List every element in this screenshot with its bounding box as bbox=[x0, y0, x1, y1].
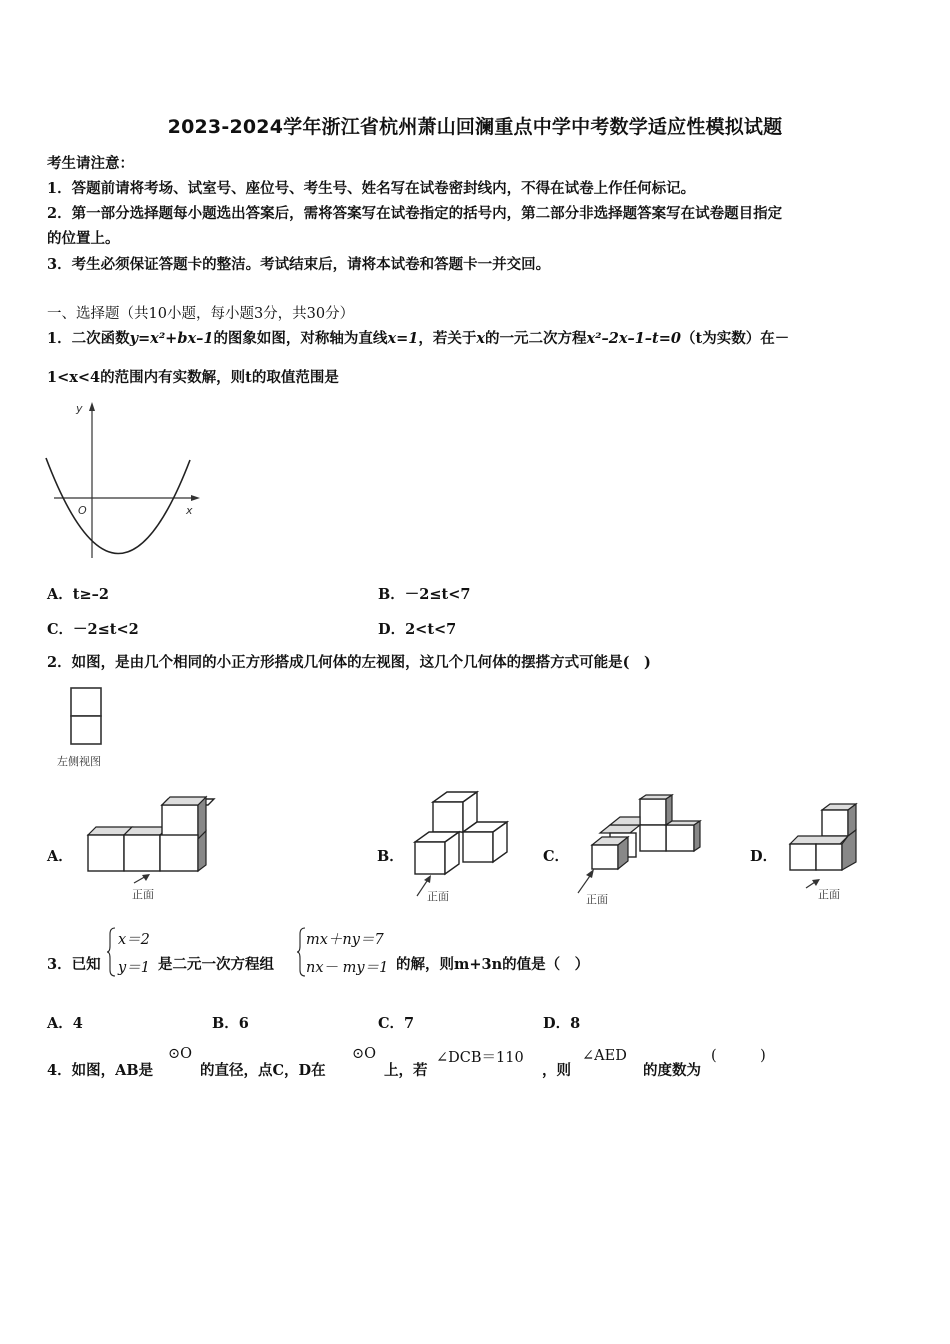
side-view-top-square bbox=[71, 688, 101, 716]
q1-text-d: 的一元二次方程 bbox=[484, 330, 587, 347]
q4-text-4: ，则 bbox=[542, 1062, 571, 1079]
q1-text-e: （t为实数）在－ bbox=[681, 330, 790, 347]
x-label: x bbox=[186, 504, 193, 517]
q2-option-d-label[interactable]: D． bbox=[750, 848, 778, 865]
q3-option-c[interactable]: C．7 bbox=[378, 1015, 415, 1032]
page-title: 2023-2024学年浙江省杭州萧山回澜重点中学中考数学适应性模拟试题 bbox=[167, 116, 783, 138]
q4-answer-bracket: ( ) bbox=[711, 1048, 766, 1064]
notice-item-2: 2．第一部分选择题每小题选出答案后，需将答案写在试卷指定的括号内，第二部分非选择题答案写在试卷题目指定 bbox=[47, 205, 783, 222]
q2-option-c-label[interactable]: C． bbox=[543, 848, 570, 865]
q2-option-b-label[interactable]: B． bbox=[377, 848, 404, 865]
q4-text-1: 4．如图，AB是 bbox=[47, 1062, 154, 1079]
q1-option-c[interactable]: C．－2≤t<2 bbox=[47, 621, 139, 638]
q2-text: 2．如图，是由几个相同的小正方形搭成几何体的左视图，这几个几何体的摆搭方式可能是( ) bbox=[47, 654, 651, 671]
q3-system-brace bbox=[296, 926, 306, 978]
q3-option-a[interactable]: A．4 bbox=[47, 1015, 83, 1032]
q1-line2: 1<x<4的范围内有实数解，则t的取值范围是 bbox=[47, 369, 339, 386]
q1-option-a[interactable]: A．t≥–2 bbox=[47, 586, 109, 603]
parabola-curve bbox=[46, 458, 190, 554]
q4-text-5: 的度数为 bbox=[643, 1062, 701, 1079]
q1-text-b: 的图象如图，对称轴为直线 bbox=[213, 330, 388, 347]
q3-option-d[interactable]: D．8 bbox=[543, 1015, 581, 1032]
q3-solution-x: x＝2 bbox=[118, 932, 150, 948]
q4-text-3: 上，若 bbox=[384, 1062, 428, 1079]
front-arrow-icon bbox=[586, 869, 594, 878]
q1-option-d[interactable]: D．2<t<7 bbox=[378, 621, 457, 638]
front-label-c: 正面 bbox=[586, 893, 608, 906]
notice-item-3: 3．考生必须保证答题卡的整洁。考试结束后，请将本试卷和答题卡一并交回。 bbox=[47, 256, 551, 273]
x-axis-arrow-icon bbox=[191, 495, 200, 501]
q4-angle-dcb: ∠DCB＝110 bbox=[436, 1050, 524, 1066]
q3-suffix: 的解，则m+3n的值是（ ） bbox=[396, 956, 590, 973]
notice-item-2-cont: 的位置上。 bbox=[47, 230, 120, 247]
front-label-d: 正面 bbox=[818, 888, 840, 901]
q1-equation: y=x²+bx–1 bbox=[129, 330, 214, 347]
front-label-b: 正面 bbox=[427, 890, 449, 903]
q1-parabola-graph bbox=[40, 398, 210, 563]
q1-option-b[interactable]: B．－2≤t<7 bbox=[378, 586, 471, 603]
q3-equation-1: mx＋ny＝7 bbox=[306, 932, 384, 948]
side-view-bottom-square bbox=[71, 716, 101, 744]
q1-equation-2: x²–2x–1–t=0 bbox=[586, 330, 681, 347]
q1-text-c: ，若关于 bbox=[418, 330, 477, 347]
q4-angle-aed: ∠AED bbox=[582, 1048, 627, 1064]
q3-solution-y: y＝1 bbox=[118, 960, 150, 976]
q3-solution-brace bbox=[106, 926, 116, 978]
q2-side-view bbox=[55, 686, 135, 771]
front-label-a: 正面 bbox=[132, 888, 154, 901]
q1-text-a: 1．二次函数 bbox=[47, 330, 130, 347]
q1-axis: x=1 bbox=[387, 330, 419, 347]
q3-option-b[interactable]: B．6 bbox=[212, 1015, 249, 1032]
q3-equation-2: nx－ my＝1 bbox=[306, 960, 389, 976]
y-axis-arrow-icon bbox=[89, 402, 95, 411]
section-heading: 一、选择题（共10小题，每小题3分，共30分） bbox=[47, 306, 355, 322]
q4-text-2: 的直径，点C，D在 bbox=[200, 1062, 326, 1079]
q1-var: x bbox=[476, 330, 485, 347]
q2-option-d-figure[interactable] bbox=[786, 800, 866, 905]
q4-circle-o-2: ⊙O bbox=[352, 1046, 377, 1062]
side-view-label: 左侧视图 bbox=[57, 755, 101, 768]
q3-middle: 是二元一次方程组 bbox=[158, 956, 274, 973]
notice-heading: 考生请注意： bbox=[47, 155, 134, 172]
q2-option-a-figure[interactable] bbox=[84, 795, 224, 905]
q2-option-a-label[interactable]: A． bbox=[47, 848, 73, 865]
q2-option-c-figure[interactable] bbox=[570, 793, 705, 908]
q2-option-b-figure[interactable] bbox=[405, 790, 525, 905]
notice-item-1: 1．答题前请将考场、试室号、座位号、考生号、姓名写在试卷密封线内，不得在试卷上作任何标记。 bbox=[47, 180, 696, 197]
q3-prefix: 3．已知 bbox=[47, 956, 101, 973]
q1-line1 bbox=[47, 327, 789, 348]
front-arrow-icon bbox=[424, 875, 431, 883]
y-label: y bbox=[76, 402, 83, 415]
origin-label: O bbox=[78, 504, 87, 517]
q4-circle-o: ⊙O bbox=[168, 1046, 193, 1062]
